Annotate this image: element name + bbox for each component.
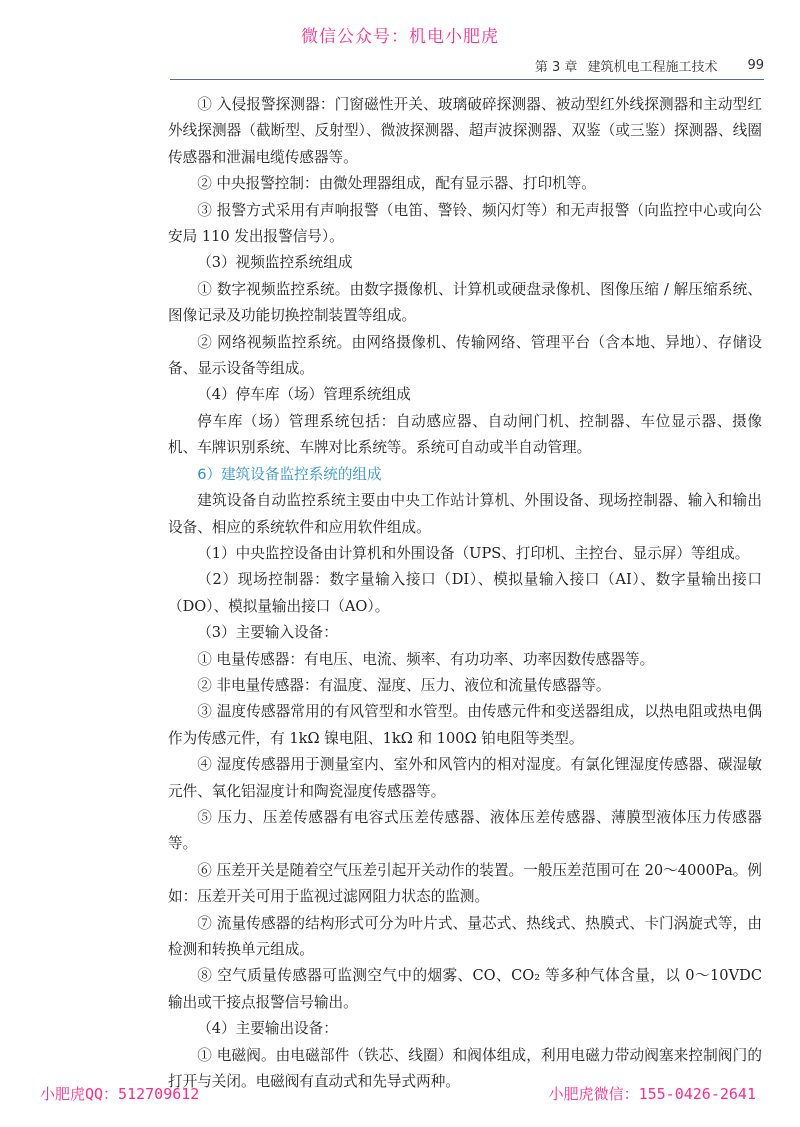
paragraph: ③ 报警方式采用有声响报警（电笛、警铃、频闪灯等）和无声报警（向监控中心或向公安局 110 发出报警信号）。 <box>168 201 762 246</box>
paragraph: 停车库（场）管理系统包括：自动感应器、自动闸门机、控制器、车位显示器、摄像机、车牌识别系统、车牌对比系统等。系统可自动或半自动管理。 <box>168 412 762 457</box>
page-header <box>170 52 764 78</box>
section-heading: 6）建筑设备监控系统的组成 <box>197 465 382 483</box>
paragraph: ⑤ 压力、压差传感器有电容式压差传感器、液体压差传感器、薄膜型液体压力传感器等。 <box>168 808 762 853</box>
header-divider <box>170 79 764 80</box>
paragraph: ① 电磁阀。由电磁部件（铁芯、线圈）和阀体组成，利用电磁力带动阀塞来控制阀门的打开与关闭。电磁阀有直动式和先导式两种。 <box>168 1046 762 1091</box>
paragraph: ④ 湿度传感器用于测量室内、室外和风管内的相对湿度。有氯化锂湿度传感器、碳湿敏元件、氧化铝湿度计和陶瓷湿度传感器等。 <box>168 756 762 800</box>
chapter-label: 第 3 章 <box>534 59 578 75</box>
subheading: （4）主要输出设备： <box>197 1020 338 1038</box>
paragraph: 建筑设备自动监控系统主要由中央工作站计算机、外围设备、现场控制器、输入和输出设备、相应的系统软件和应用软件组成。 <box>168 492 762 536</box>
watermark-wechat: 小肥虎微信：155-0426-2641 <box>548 1085 756 1103</box>
subheading: （4）停车库（场）管理系统组成 <box>197 386 411 404</box>
paragraph: （1）中央监控设备由计算机和外围设备（UPS、打印机、主控台、显示屏）等组成。 <box>197 544 750 562</box>
paragraph: （2）现场控制器：数字量输入接口（DI）、模拟量输入接口（AI）、数字量输出接口（DO）、模拟量输出接口（AO）。 <box>168 571 762 615</box>
page-body <box>168 92 762 1095</box>
paragraph: ① 电量传感器：有电压、电流、频率、有功功率、功率因数传感器等。 <box>197 650 655 668</box>
watermark-top: 微信公众号：机电小肥虎 <box>301 27 499 47</box>
subheading: （3）主要输入设备： <box>197 624 338 642</box>
paragraph: ⑧ 空气质量传感器可监测空气中的烟雾、CO、CO₂ 等多种气体含量，以 0～10VDC 输出或干接点报警信号输出。 <box>168 967 762 1011</box>
chapter-title: 建筑机电工程施工技术 <box>587 59 718 75</box>
watermark-qq: 小肥虎QQ：512709612 <box>40 1085 200 1103</box>
paragraph: ⑦ 流量传感器的结构形式可分为叶片式、量芯式、热线式、热膜式、卡门涡旋式等，由检测和转换单元组成。 <box>168 914 762 958</box>
paragraph: ② 非电量传感器：有温度、湿度、压力、液位和流量传感器等。 <box>197 676 611 694</box>
paragraph: ① 入侵报警探测器：门窗磁性开关、玻璃破碎探测器、被动型红外线探测器和主动型红外线探测器（截断型、反射型）、微波探测器、超声波探测器、双鉴（或三鉴）探测器、线圈传感器和泄漏电缆传感器等。 <box>168 96 762 166</box>
paragraph: ② 网络视频监控系统。由网络摄像机、传输网络、管理平台（含本地、异地）、存储设备、显示设备等组成。 <box>168 333 762 378</box>
paragraph: ③ 温度传感器常用的有风管型和水管型。由传感元件和变送器组成，以热电阻或热电偶作为传感元件，有 1kΩ 镍电阻、1kΩ 和 100Ω 铂电阻等类型。 <box>168 703 762 747</box>
paragraph: ① 数字视频监控系统。由数字摄像机、计算机或硬盘录像机、图像压缩 / 解压缩系统、图像记录及功能切换控制装置等组成。 <box>168 280 762 325</box>
paragraph: ⑥ 压差开关是随着空气压差引起开关动作的装置。一般压差范围可在 20～4000Pa。例如：压差开关可用于监视过滤网阻力状态的监测。 <box>168 861 762 906</box>
paragraph: ② 中央报警控制：由微处理器组成，配有显示器、打印机等。 <box>197 175 596 193</box>
subheading: （3）视频监控系统组成 <box>197 254 353 272</box>
page-number: 99 <box>747 57 764 73</box>
